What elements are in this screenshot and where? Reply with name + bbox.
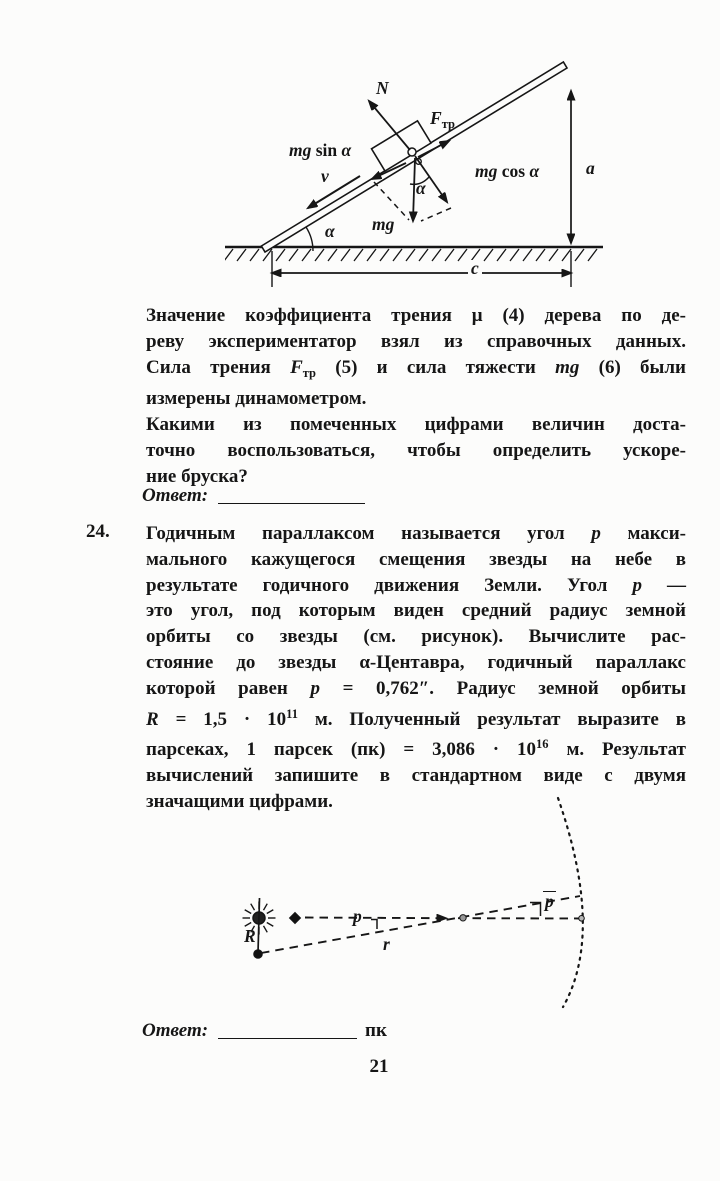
text-line: Годичным параллаксом называется угол p макси- xyxy=(146,523,686,544)
problem24-number: 24. xyxy=(86,521,110,542)
answer-line-problem23 xyxy=(142,483,365,509)
earth-dot xyxy=(254,950,263,959)
label-base-c: c xyxy=(468,260,482,278)
text-line: стояние до звезды α-Центавра, годичный параллакс xyxy=(146,651,686,673)
text-line: реву экспериментатор взял из справочных данных. xyxy=(146,330,686,352)
text-line: Сила трения $F_{тр}$ (5) и сила тяжести mg (6) были xyxy=(146,356,686,380)
problem23-text xyxy=(146,303,686,490)
parallax-figure-drawing xyxy=(225,790,625,1025)
answer-line-problem24 xyxy=(142,1018,387,1044)
text-line: результате годичного движения Земли. Угол p — xyxy=(146,574,687,596)
text-line: Значение коэффициента трения μ (4) дерева по де- xyxy=(146,305,686,326)
label-orbit-radius-R: R xyxy=(244,926,256,946)
answer-unit: пк xyxy=(365,1020,387,1041)
label-alpha-vector: α xyxy=(416,178,426,198)
label-parallax-p-sphere: p xyxy=(545,891,554,911)
ground-hatching xyxy=(225,249,597,261)
earth-sightline-dashed xyxy=(261,896,580,953)
text-line: парсеках, 1 парсек $(пк) = 3,086 \cdot 10^{16}$ м. Результат xyxy=(146,737,686,761)
answer-label: Ответ: xyxy=(142,1020,209,1041)
label-alpha-base: α xyxy=(325,221,335,241)
answer-blank xyxy=(218,1023,357,1039)
celestial-sphere-arc xyxy=(558,798,583,1007)
answer-label: Ответ: xyxy=(142,485,209,506)
problem24-text xyxy=(146,521,686,815)
label-N: N xyxy=(376,78,389,98)
incline-figure xyxy=(225,55,620,300)
label-distance-r: r xyxy=(383,934,390,954)
angle-mark-star xyxy=(371,920,377,930)
text-line: точно воспользоваться, чтобы определить ускоре- xyxy=(146,439,686,461)
diamond-marker xyxy=(290,913,301,924)
text-line: это угол, под которым виден средний радиус земной xyxy=(146,600,686,622)
sun-sightline-dashed xyxy=(305,918,446,919)
label-mg-cos: mg cos α xyxy=(475,161,540,181)
text-line: измерены динамометром. xyxy=(146,388,367,410)
text-line: мального кажущегося смещения звезды на небе в xyxy=(146,548,686,570)
label-mg: mg xyxy=(372,214,395,234)
star-apparent-dot xyxy=(579,916,585,922)
page-number: 21 xyxy=(369,1056,389,1077)
text-line: ние бруска? xyxy=(146,465,248,487)
parallelogram-dash-right xyxy=(421,208,451,221)
star-dot xyxy=(460,915,466,921)
text-line: вычислений запишите в стандартном виде с двумя xyxy=(146,765,686,787)
parallax-figure xyxy=(225,790,625,1025)
force-mg-arrow xyxy=(413,158,415,221)
label-friction-force: $F_{тр}$ xyxy=(430,108,455,131)
label-velocity: v xyxy=(321,166,329,186)
orbit-radius-line xyxy=(258,898,260,953)
text-line: $R = 1,5 \cdot 10^{11}$ м. Полученный результат выразите в xyxy=(146,706,686,730)
text-line: орбиты со звезды (см. рисунок). Вычислите рас- xyxy=(146,626,686,648)
text-line: которой равен p = 0,762″. Радиус земной орбиты xyxy=(146,677,686,699)
text-line: Какими из помеченных цифрами величин доста- xyxy=(146,414,686,436)
text-line: значащими цифрами. xyxy=(146,790,333,812)
answer-blank xyxy=(218,488,365,504)
label-height-a: a xyxy=(586,158,595,178)
label-mg-sin: mg sin α xyxy=(289,140,352,160)
label-parallax-p-star: p xyxy=(353,906,362,926)
